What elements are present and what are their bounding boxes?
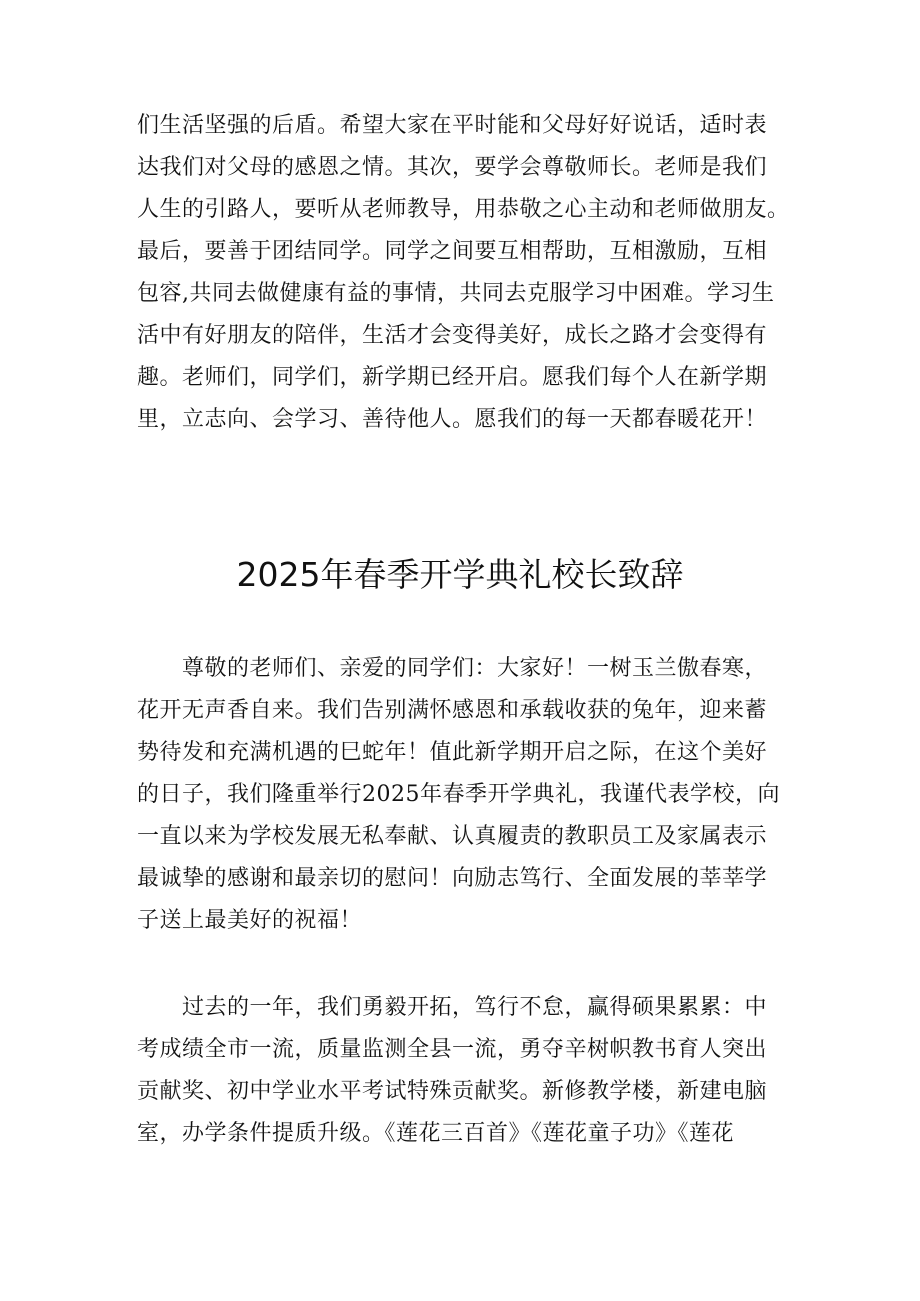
text-line: 贡献奖、初中学业水平考试特殊贡献奖。新修教学楼，新建电脑 bbox=[137, 1079, 768, 1104]
text-line: 过去的一年，我们勇毅开拓，笃行不怠，赢得硕果累累：中 bbox=[137, 995, 768, 1020]
text-line: 活中有好朋友的陪伴，生活才会变得美好，成长之路才会变得有 bbox=[137, 323, 768, 348]
text-line: 达我们对父母的感恩之情。其次，要学会尊敬师长。老师是我们 bbox=[137, 155, 768, 180]
paragraph-1 bbox=[137, 648, 787, 942]
text-line: 包容,共同去做健康有益的事情，共同去克服学习中困难。学习生 bbox=[137, 281, 775, 306]
text-line: 尊敬的老师们、亲爱的同学们：大家好！一树玉兰傲春寒， bbox=[137, 656, 768, 681]
text-line: 趣。老师们，同学们，新学期已经开启。愿我们每个人在新学期 bbox=[137, 365, 768, 390]
continued-paragraph bbox=[137, 105, 790, 441]
paragraph-2 bbox=[137, 987, 787, 1155]
text-line: 室，办学条件提质升级。《莲花三百首》《莲花童子功》《莲花 bbox=[137, 1121, 735, 1146]
text-line: 考成绩全市一流，质量监测全县一流，勇夺辛树帜教书育人突出 bbox=[137, 1037, 768, 1062]
document-title: 2025年春季开学典礼校长致辞 bbox=[236, 555, 684, 594]
text-line: 里，立志向、会学习、善待他人。愿我们的每一天都春暖花开！ bbox=[137, 407, 768, 432]
text-line: 子送上最美好的祝福！ bbox=[137, 908, 363, 933]
text-line: 人生的引路人，要听从老师教导，用恭敬之心主动和老师做朋友。 bbox=[137, 197, 790, 222]
text-line: 最诚挚的感谢和最亲切的慰问！向励志笃行、全面发展的莘莘学 bbox=[137, 866, 768, 891]
text-line: 的日子，我们隆重举行2025年春季开学典礼，我谨代表学校，向 bbox=[137, 782, 780, 807]
text-line: 一直以来为学校发展无私奉献、认真履责的教职员工及家属表示 bbox=[137, 824, 768, 849]
text-line: 们生活坚强的后盾。希望大家在平时能和父母好好说话，适时表 bbox=[137, 113, 768, 138]
text-line: 势待发和充满机遇的巳蛇年！值此新学期开启之际，在这个美好 bbox=[137, 740, 768, 765]
text-line: 花开无声香自来。我们告别满怀感恩和承载收获的兔年，迎来蓄 bbox=[137, 698, 768, 723]
text-line: 最后，要善于团结同学。同学之间要互相帮助，互相激励，互相 bbox=[137, 239, 768, 264]
